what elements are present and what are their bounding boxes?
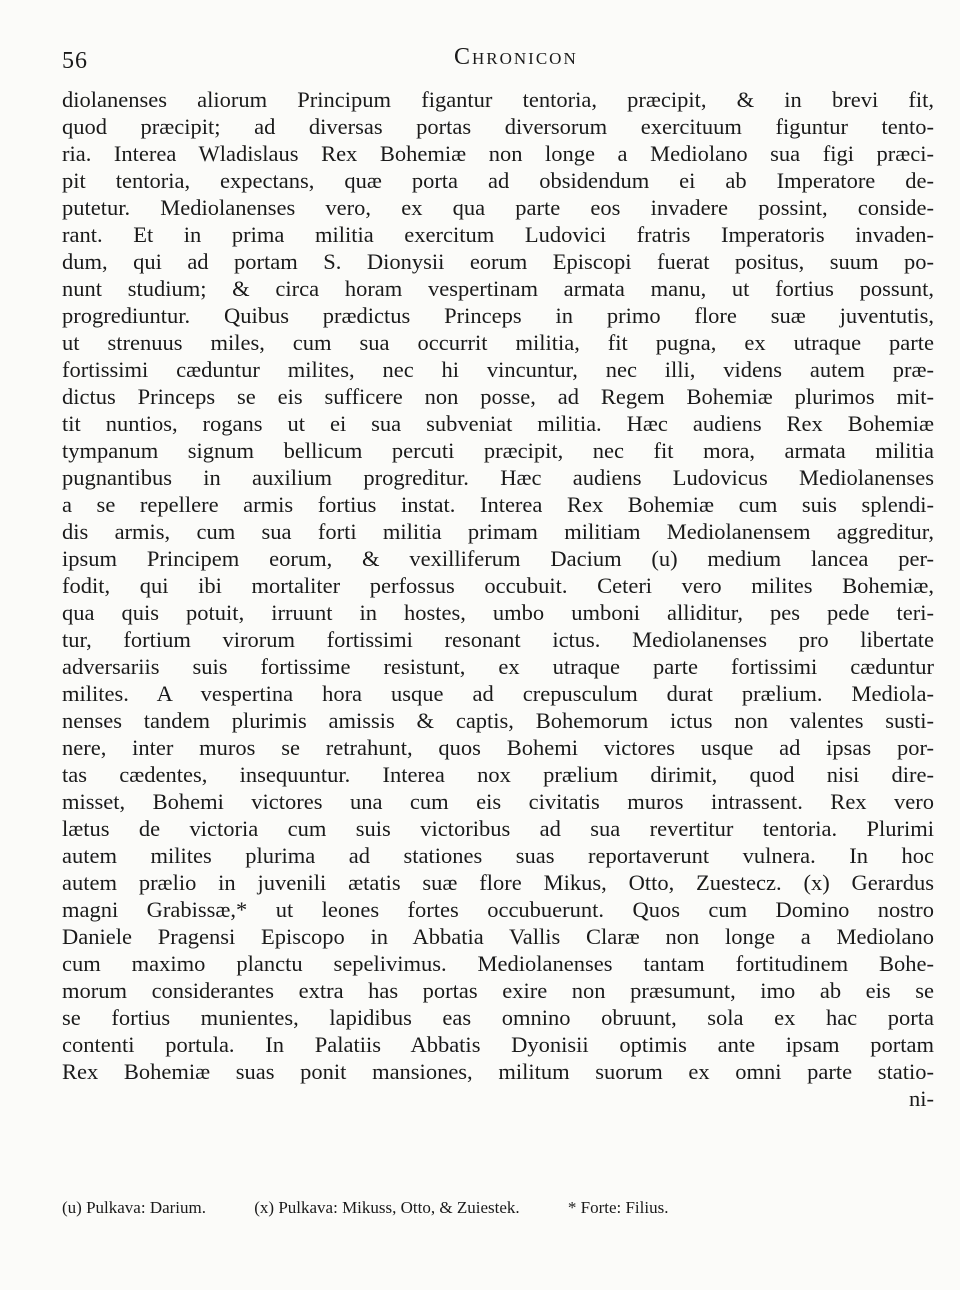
footnote-asterisk: * Forte: Filius.	[567, 1198, 669, 1217]
text-line: putetur. Mediolanenses vero, ex qua parte eos invadere possint, conside-	[62, 195, 934, 220]
text-line: diolanenses aliorum Principum figantur tentoria, præcipit, & in brevi fit,	[62, 87, 934, 112]
catchword: ni-	[909, 1086, 934, 1111]
text-line: tas cædentes, insequuntur. Interea nox prælium dirimit, quod nisi dire-	[62, 762, 934, 787]
text-line: a se repellere armis fortius instat. Interea Rex Bohemiæ cum suis splendi-	[62, 492, 934, 517]
text-line: tympanum signum bellicum percuti præcipit, nec fit mora, armata militia	[62, 438, 934, 463]
running-title: Chronicon	[454, 44, 578, 70]
text-line: ria. Interea Wladislaus Rex Bohemiæ non longe a Mediolano sua figi præci-	[62, 141, 934, 166]
text-line: ipsum Principem eorum, & vexilliferum Dacium (u) medium lancea per-	[62, 546, 934, 571]
text-line: Daniele Pragensi Episcopo in Abbatia Vallis Claræ non longe a Mediolano	[62, 924, 934, 949]
text-line: pit tentoria, expectans, quæ porta ad obsidendum ei ab Imperatore de-	[62, 168, 934, 193]
text-line: autem prælio in juvenili ætatis suæ flore Mikus, Otto, Zuestecz. (x) Gerardus	[62, 870, 934, 895]
text-line: lætus de victoria cum suis victoribus ad sua revertitur tentoria. Plurimi	[62, 816, 934, 841]
text-line: Rex Bohemiæ suas ponit mansiones, militum suorum ex omni parte statio-	[62, 1059, 934, 1084]
text-line: se fortius munientes, lapidibus eas omnino obruunt, sola ex hac porta	[62, 1005, 934, 1030]
text-line: misset, Bohemi victores una cum eis civitatis muros intrassent. Rex vero	[62, 789, 934, 814]
text-line: tit nuntios, rogans ut ei sua subveniat militia. Hæc audiens Rex Bohemiæ	[62, 411, 934, 436]
text-line: dictus Princeps se eis sufficere non posse, ad Regem Bohemiæ plurimos mit-	[62, 384, 934, 409]
text-line: morum considerantes extra has portas exire non præsumunt, imo ab eis se	[62, 978, 934, 1003]
text-line: fodit, qui ibi mortaliter perfossus occubuit. Ceteri vero milites Bohemiæ,	[62, 573, 934, 598]
text-line: nere, inter muros se retrahunt, quos Bohemi victores usque ad ipsas por-	[62, 735, 934, 760]
text-line: pugnantibus in auxilium progreditur. Hæc audiens Ludovicus Mediolanenses	[62, 465, 934, 490]
text-line: progrediuntur. Quibus prædictus Princeps in primo flore suæ juventutis,	[62, 303, 934, 328]
text-line: cum maximo planctu sepelivimus. Mediolanenses tantam fortitudinem Bohe-	[62, 951, 934, 976]
text-line: magni Grabissæ,* ut leones fortes occubuerunt. Quos cum Domino nostro	[62, 897, 934, 922]
text-line: dis armis, cum sua forti militia primam militiam Mediolanensem aggreditur,	[62, 519, 934, 544]
text-line: contenti portula. In Palatiis Abbatis Dyonisii optimis ante ipsam portam	[62, 1032, 934, 1057]
text-line: tur, fortium virorum fortissimi resonant ictus. Mediolanenses pro libertate	[62, 627, 934, 652]
footnotes	[62, 1194, 932, 1222]
text-line: autem milites plurima ad stationes suas reportaverunt vulnera. In hoc	[62, 843, 934, 868]
running-head	[62, 44, 932, 78]
text-line: nenses tandem plurimis amissis & captis, Bohemorum ictus non valentes susti-	[62, 708, 934, 733]
text-line: adversariis suis fortissime resistunt, ex utraque parte fortissimi cæduntur	[62, 654, 934, 679]
text-line: rant. Et in prima militia exercitum Ludovici fratris Imperatoris invaden-	[62, 222, 934, 247]
body-text	[62, 86, 934, 1112]
text-line: nunt studium; & circa horam vespertinam armata manu, ut fortius possunt,	[62, 276, 934, 301]
text-line: qua quis potuit, irruunt in hostes, umbo umboni alliditur, pes pede teri-	[62, 600, 934, 625]
footnote-u: (u) Pulkava: Darium.	[62, 1198, 206, 1217]
footnote-x: (x) Pulkava: Mikuss, Otto, & Zuiestek.	[254, 1198, 520, 1217]
text-line: quod præcipit; ad diversas portas diversorum exercituum figuntur tento-	[62, 114, 934, 139]
text-line: dum, qui ad portam S. Dionysii eorum Episcopi fuerat positus, suum po-	[62, 249, 934, 274]
page-number: 56	[62, 48, 88, 74]
text-line: ut strenuus miles, cum sua occurrit militia, fit pugna, ex utraque parte	[62, 330, 934, 355]
text-line: fortissimi cæduntur milites, nec hi vincuntur, nec illi, videns autem præ-	[62, 357, 934, 382]
text-line: milites. A vespertina hora usque ad crepusculum durat prælium. Mediola-	[62, 681, 934, 706]
